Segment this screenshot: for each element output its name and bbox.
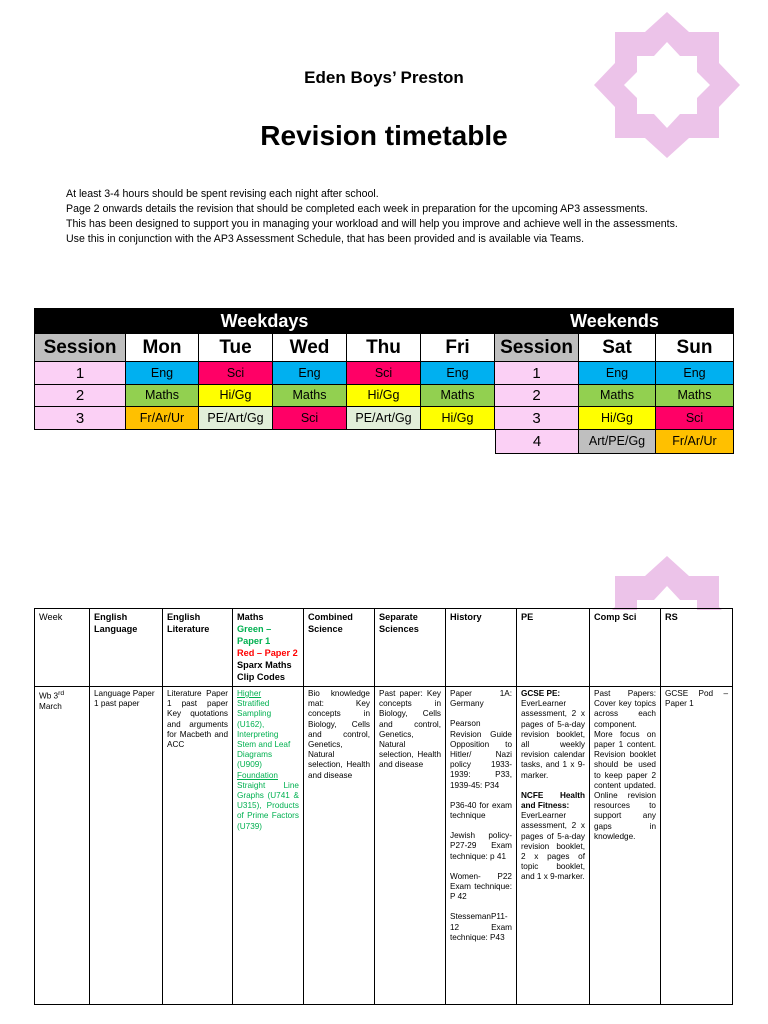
summary-timetable — [34, 308, 734, 454]
session-number: 2 — [495, 385, 579, 407]
day-header-mon: Mon — [126, 334, 199, 362]
col-english-literature: English Literature — [163, 609, 233, 687]
combined-science-cell: Bio knowledge mat: Key concepts in Biology, Cells and control, Genetics, Natural selection, Health and disease — [304, 687, 375, 1005]
slot-sun-1: Eng — [656, 362, 734, 385]
day-header-tue: Tue — [199, 334, 273, 362]
slot-tue-1: Sci — [199, 362, 273, 385]
history-opposition: Pearson Revision Guide Opposition to Hitler/ Nazi policy 1933-1939: P33, 1939-45: P34 — [450, 719, 512, 790]
history-stresemann: StessemanP11-12 Exam technique: P43 — [450, 912, 512, 942]
maths-red-key: Red – Paper 2 — [237, 648, 298, 658]
session-number: 1 — [34, 362, 126, 385]
table-row — [35, 687, 733, 1005]
slot-fri-1: Eng — [421, 362, 495, 385]
pe-cell — [517, 687, 590, 1005]
col-combined-science: Combined Science — [304, 609, 375, 687]
slot-sat-4: Art/PE/Gg — [579, 430, 656, 454]
day-header-sun: Sun — [656, 334, 734, 362]
pe-gcse-heading: GCSE PE: — [521, 689, 561, 698]
week-label: Wb 3 — [39, 691, 59, 701]
maths-foundation-topics: Straight Line Graphs (U741 & U315), Products of Prime Factors (U739) — [237, 780, 299, 831]
col-week: Week — [35, 609, 90, 687]
day-header-wed: Wed — [273, 334, 347, 362]
slot-mon-3: Fr/Ar/Ur — [126, 407, 199, 430]
history-jewish-policy: Jewish policy-P27-29 Exam technique: p 41 — [450, 831, 512, 861]
intro-text — [66, 187, 700, 247]
session-header: Session — [495, 334, 579, 362]
session-number: 4 — [495, 430, 579, 454]
session-number: 3 — [495, 407, 579, 430]
col-maths — [233, 609, 304, 687]
slot-sat-1: Eng — [579, 362, 656, 385]
history-paper: Paper 1A: Germany — [450, 689, 512, 709]
weekends-band: Weekends — [495, 308, 734, 334]
pe-ncfe-heading: NCFE Health and Fitness: — [521, 790, 585, 811]
page-title: Revision timetable — [260, 120, 508, 151]
day-header-thu: Thu — [347, 334, 421, 362]
maths-label: Maths — [237, 612, 264, 622]
table-header-row — [35, 609, 733, 687]
maths-higher-topics: Stratified Sampling (U162), Interpreting Stem and Leaf Diagrams (U909) — [237, 699, 291, 770]
slot-fri-3: Hi/Gg — [421, 407, 495, 430]
slot-sat-2: Maths — [579, 385, 656, 407]
session-number: 3 — [34, 407, 126, 430]
slot-thu-1: Sci — [347, 362, 421, 385]
decorative-star-shape-partial — [592, 554, 742, 610]
col-separate-sciences: Separate Sciences — [375, 609, 446, 687]
slot-sun-3: Sci — [656, 407, 734, 430]
maths-higher-label: Higher — [237, 689, 262, 698]
col-pe: PE — [517, 609, 590, 687]
history-exam-technique: P36-40 for exam technique — [450, 800, 512, 821]
english-literature-cell: Literature Paper 1 past paper Key quotations and arguments for Macbeth and ACC — [163, 687, 233, 1005]
slot-wed-2: Maths — [273, 385, 347, 407]
school-name: Eden Boys’ Preston — [304, 68, 464, 87]
weekdays-band: Weekdays — [34, 308, 495, 334]
session-number: 2 — [34, 385, 126, 407]
separate-sciences-cell: Past paper: Key concepts in Biology, Cells and control, Genetics, Natural selection, Health and disease — [375, 687, 446, 1005]
session-header: Session — [34, 334, 126, 362]
slot-mon-1: Eng — [126, 362, 199, 385]
maths-foundation-label: Foundation — [237, 770, 278, 780]
week-month: March — [39, 701, 62, 711]
history-women: Women- P22 Exam technique: P 42 — [450, 871, 512, 902]
week-suffix: rd — [58, 690, 65, 697]
col-comp-sci: Comp Sci — [590, 609, 661, 687]
slot-tue-2: Hi/Gg — [199, 385, 273, 407]
col-english-language: English Language — [90, 609, 163, 687]
slot-sun-4: Fr/Ar/Ur — [656, 430, 734, 454]
week-cell — [35, 687, 90, 1005]
history-cell — [446, 687, 517, 1005]
slot-sun-2: Maths — [656, 385, 734, 407]
session-number: 1 — [495, 362, 579, 385]
slot-thu-2: Hi/Gg — [347, 385, 421, 407]
intro-line: Use this in conjunction with the AP3 Assessment Schedule, that has been provided and is available via Teams. — [66, 233, 585, 245]
slot-mon-2: Maths — [126, 385, 199, 407]
day-header-sat: Sat — [579, 334, 656, 362]
slot-tue-3: PE/Art/Gg — [199, 407, 273, 430]
maths-sparx-label: Sparx Maths Clip Codes — [237, 660, 292, 682]
intro-line: At least 3-4 hours should be spent revising each night after school. — [66, 188, 379, 200]
intro-line: This has been designed to support you in managing your workload and will help you improve and achieve well in the assessments. — [66, 218, 678, 230]
pe-ncfe-tasks: EverLearner assessment, 2 x pages of 5-a-day revision booklet, 2 x pages of topic booklet, and 1 x 9-marker. — [521, 811, 585, 882]
pe-gcse-tasks: EverLearner assessment, 2 x pages of 5-a-day revision booklet, all weekly revision calendar tasks, and 1 x 9-marker. — [521, 699, 585, 780]
rs-cell: GCSE Pod – Paper 1 — [661, 687, 733, 1005]
slot-wed-1: Eng — [273, 362, 347, 385]
slot-wed-3: Sci — [273, 407, 347, 430]
intro-line: Page 2 onwards details the revision that should be completed each week in preparation for the upcoming AP3 assessments. — [66, 203, 648, 215]
slot-thu-3: PE/Art/Gg — [347, 407, 421, 430]
slot-sat-3: Hi/Gg — [579, 407, 656, 430]
slot-fri-2: Maths — [421, 385, 495, 407]
weekly-revision-table — [34, 608, 733, 1005]
comp-sci-cell: Past Papers: Cover key topics across each component. More focus on paper 1 content. Revision booklet should be used to keep paper 2 content updated. Online revision resources to support any gaps in knowledge. — [590, 687, 661, 1005]
col-rs: RS — [661, 609, 733, 687]
col-history: History — [446, 609, 517, 687]
day-header-fri: Fri — [421, 334, 495, 362]
english-language-cell: Language Paper 1 past paper — [90, 687, 163, 1005]
maths-green-key: Green – Paper 1 — [237, 624, 272, 646]
maths-cell — [233, 687, 304, 1005]
